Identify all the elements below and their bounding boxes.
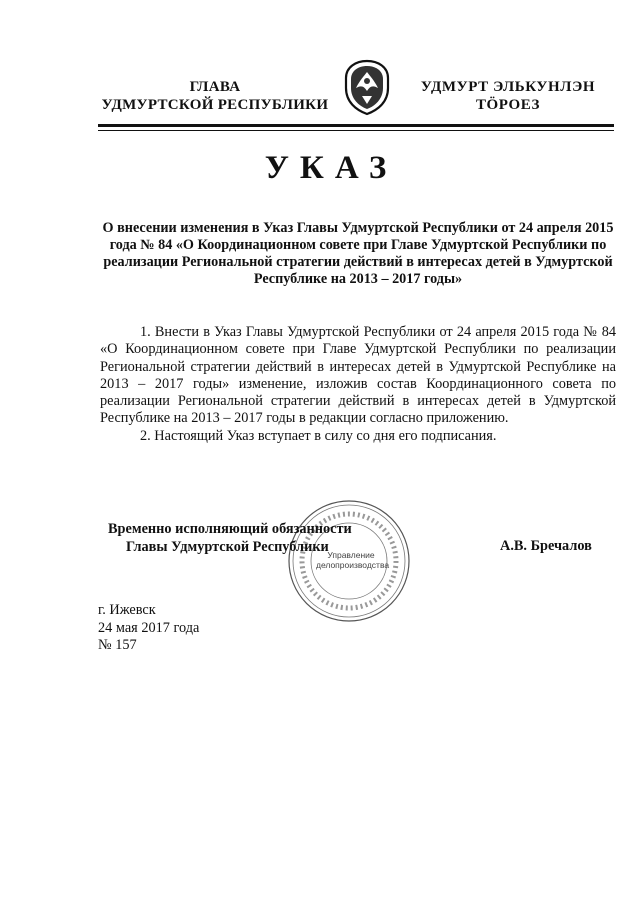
stamp-line2: делопроизводства (316, 560, 390, 570)
header-divider-thick (98, 124, 614, 127)
document-title: О внесении изменения в Указ Главы Удмуртской Республики от 24 апреля 2015 года № 84 «О Координационном совете при Главе Удмуртской Республики по реализации Региональной стратегии действий в интересах детей в Удмуртской Республике на 2013 – 2017 годы» (102, 220, 614, 287)
header-divider-thin (98, 130, 614, 131)
document-body (100, 324, 616, 445)
header-right (418, 78, 598, 114)
signatory-position-line2: Главы Удмуртской Республики (126, 539, 329, 555)
signatory-name: А.В. Бречалов (500, 538, 592, 554)
paragraph-1: 1. Внести в Указ Главы Удмуртской Республики от 24 апреля 2015 года № 84 «О Координационном совете при Главе Удмуртской Республики по реализации Региональной стратегии действий в интересах детей в Удмуртской Республике на 2013 – 2017 годы» изменение, изложив состав Координационного совета по реализации Региональной стратегии действий в интересах детей в Удмуртской Республике на 2013 – 2017 годы в редакции согласно приложению. (100, 324, 616, 427)
coat-of-arms-icon (342, 58, 392, 116)
document-type: УКАЗ (264, 150, 398, 186)
signatory-position (108, 520, 388, 556)
document-number: № 157 (98, 637, 137, 653)
header-left-line2: УДМУРТСКОЙ РЕСПУБЛИКИ (101, 97, 329, 113)
signatory-position-line1: Временно исполняющий обязанности (108, 521, 352, 537)
header-right-line1: УДМУРТ ЭЛЬКУНЛЭН (420, 79, 596, 95)
header-right-line2: ТӦРОЕЗ (475, 97, 541, 113)
header-left (100, 78, 330, 114)
paragraph-2: 2. Настоящий Указ вступает в силу со дня его подписания. (140, 427, 497, 444)
stamp-line1: Управление (327, 550, 375, 560)
place-date-number (98, 602, 199, 655)
header-left-line1: ГЛАВА (189, 79, 241, 95)
place-city: г. Ижевск (98, 602, 156, 618)
document-date: 24 мая 2017 года (98, 619, 200, 636)
